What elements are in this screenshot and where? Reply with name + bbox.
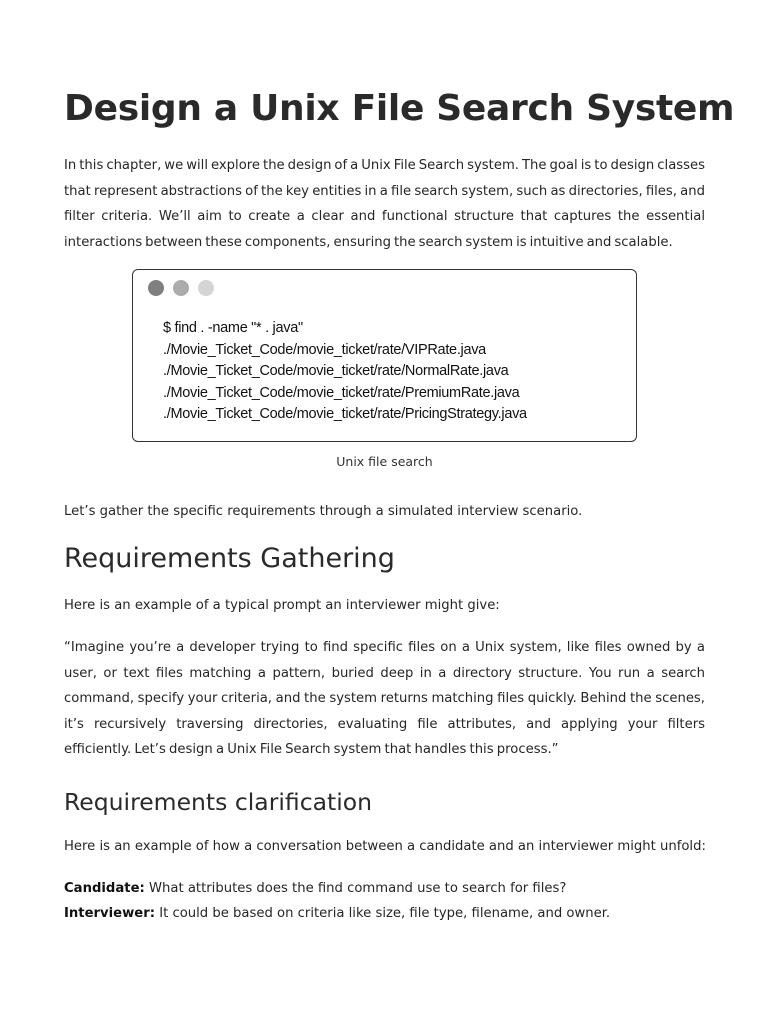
terminal-result-line: ./Movie_Ticket_Code/movie_ticket/rate/VIPRate.java bbox=[163, 341, 486, 358]
lead-in-paragraph: Let’s gather the specific requirements through a simulated interview scenario. bbox=[64, 504, 583, 519]
dialogue-text: What attributes does the find command use to search for files? bbox=[149, 881, 567, 896]
window-dot-icon bbox=[148, 280, 164, 296]
speaker-label: Interviewer: bbox=[64, 906, 156, 921]
dialogue-text: It could be based on criteria like size, file type, filename, and owner. bbox=[159, 906, 611, 921]
prompt-intro-paragraph: Here is an example of a typical prompt an interviewer might give: bbox=[64, 598, 500, 613]
speaker-label: Candidate: bbox=[64, 881, 145, 896]
window-dot-icon bbox=[198, 280, 214, 296]
terminal-figure bbox=[132, 269, 637, 442]
clarification-intro-paragraph: Here is an example of how a conversation between a candidate and an interviewer might unfold: bbox=[64, 839, 706, 854]
terminal-command-line: $ find . -name "* . java" bbox=[163, 320, 303, 336]
interview-prompt-quote: “Imagine you’re a developer trying to find specific files on a Unix system, like files owned by a user, or text files matching a pattern, buried deep in a directory structure. You run a search command, specify your criteria, and the system returns matching files quickly. Behind the scenes, it’s recursively traversing directories, evaluating file attributes, and applying your filters efficiently. Let’s design a Unix File Search system that handles this process.” bbox=[64, 640, 705, 757]
section-heading-requirements-gathering: Requirements Gathering bbox=[64, 543, 395, 574]
terminal-result-line: ./Movie_Ticket_Code/movie_ticket/rate/PremiumRate.java bbox=[163, 384, 520, 401]
terminal-result-line: ./Movie_Ticket_Code/movie_ticket/rate/PricingStrategy.java bbox=[163, 406, 527, 422]
window-dot-icon bbox=[173, 280, 189, 296]
terminal-result-line: ./Movie_Ticket_Code/movie_ticket/rate/NormalRate.java bbox=[163, 363, 509, 379]
intro-paragraph: In this chapter, we will explore the design of a Unix File Search system. The goal is to design classes that represent abstractions of the key entities in a file search system, such as directories, files, and filter criteria. We’ll aim to create a clear and functional structure that captures the essential interactions between these components, ensuring the search system is intuitive and scalable. bbox=[64, 158, 705, 250]
figure-caption: Unix file search bbox=[336, 454, 433, 469]
dialogue bbox=[64, 876, 610, 926]
dialogue-line bbox=[64, 876, 610, 901]
page-title: Design a Unix File Search System bbox=[64, 88, 735, 129]
terminal-output bbox=[163, 318, 527, 426]
section-heading-requirements-clarification: Requirements clarification bbox=[64, 788, 373, 816]
dialogue-line bbox=[64, 901, 610, 926]
